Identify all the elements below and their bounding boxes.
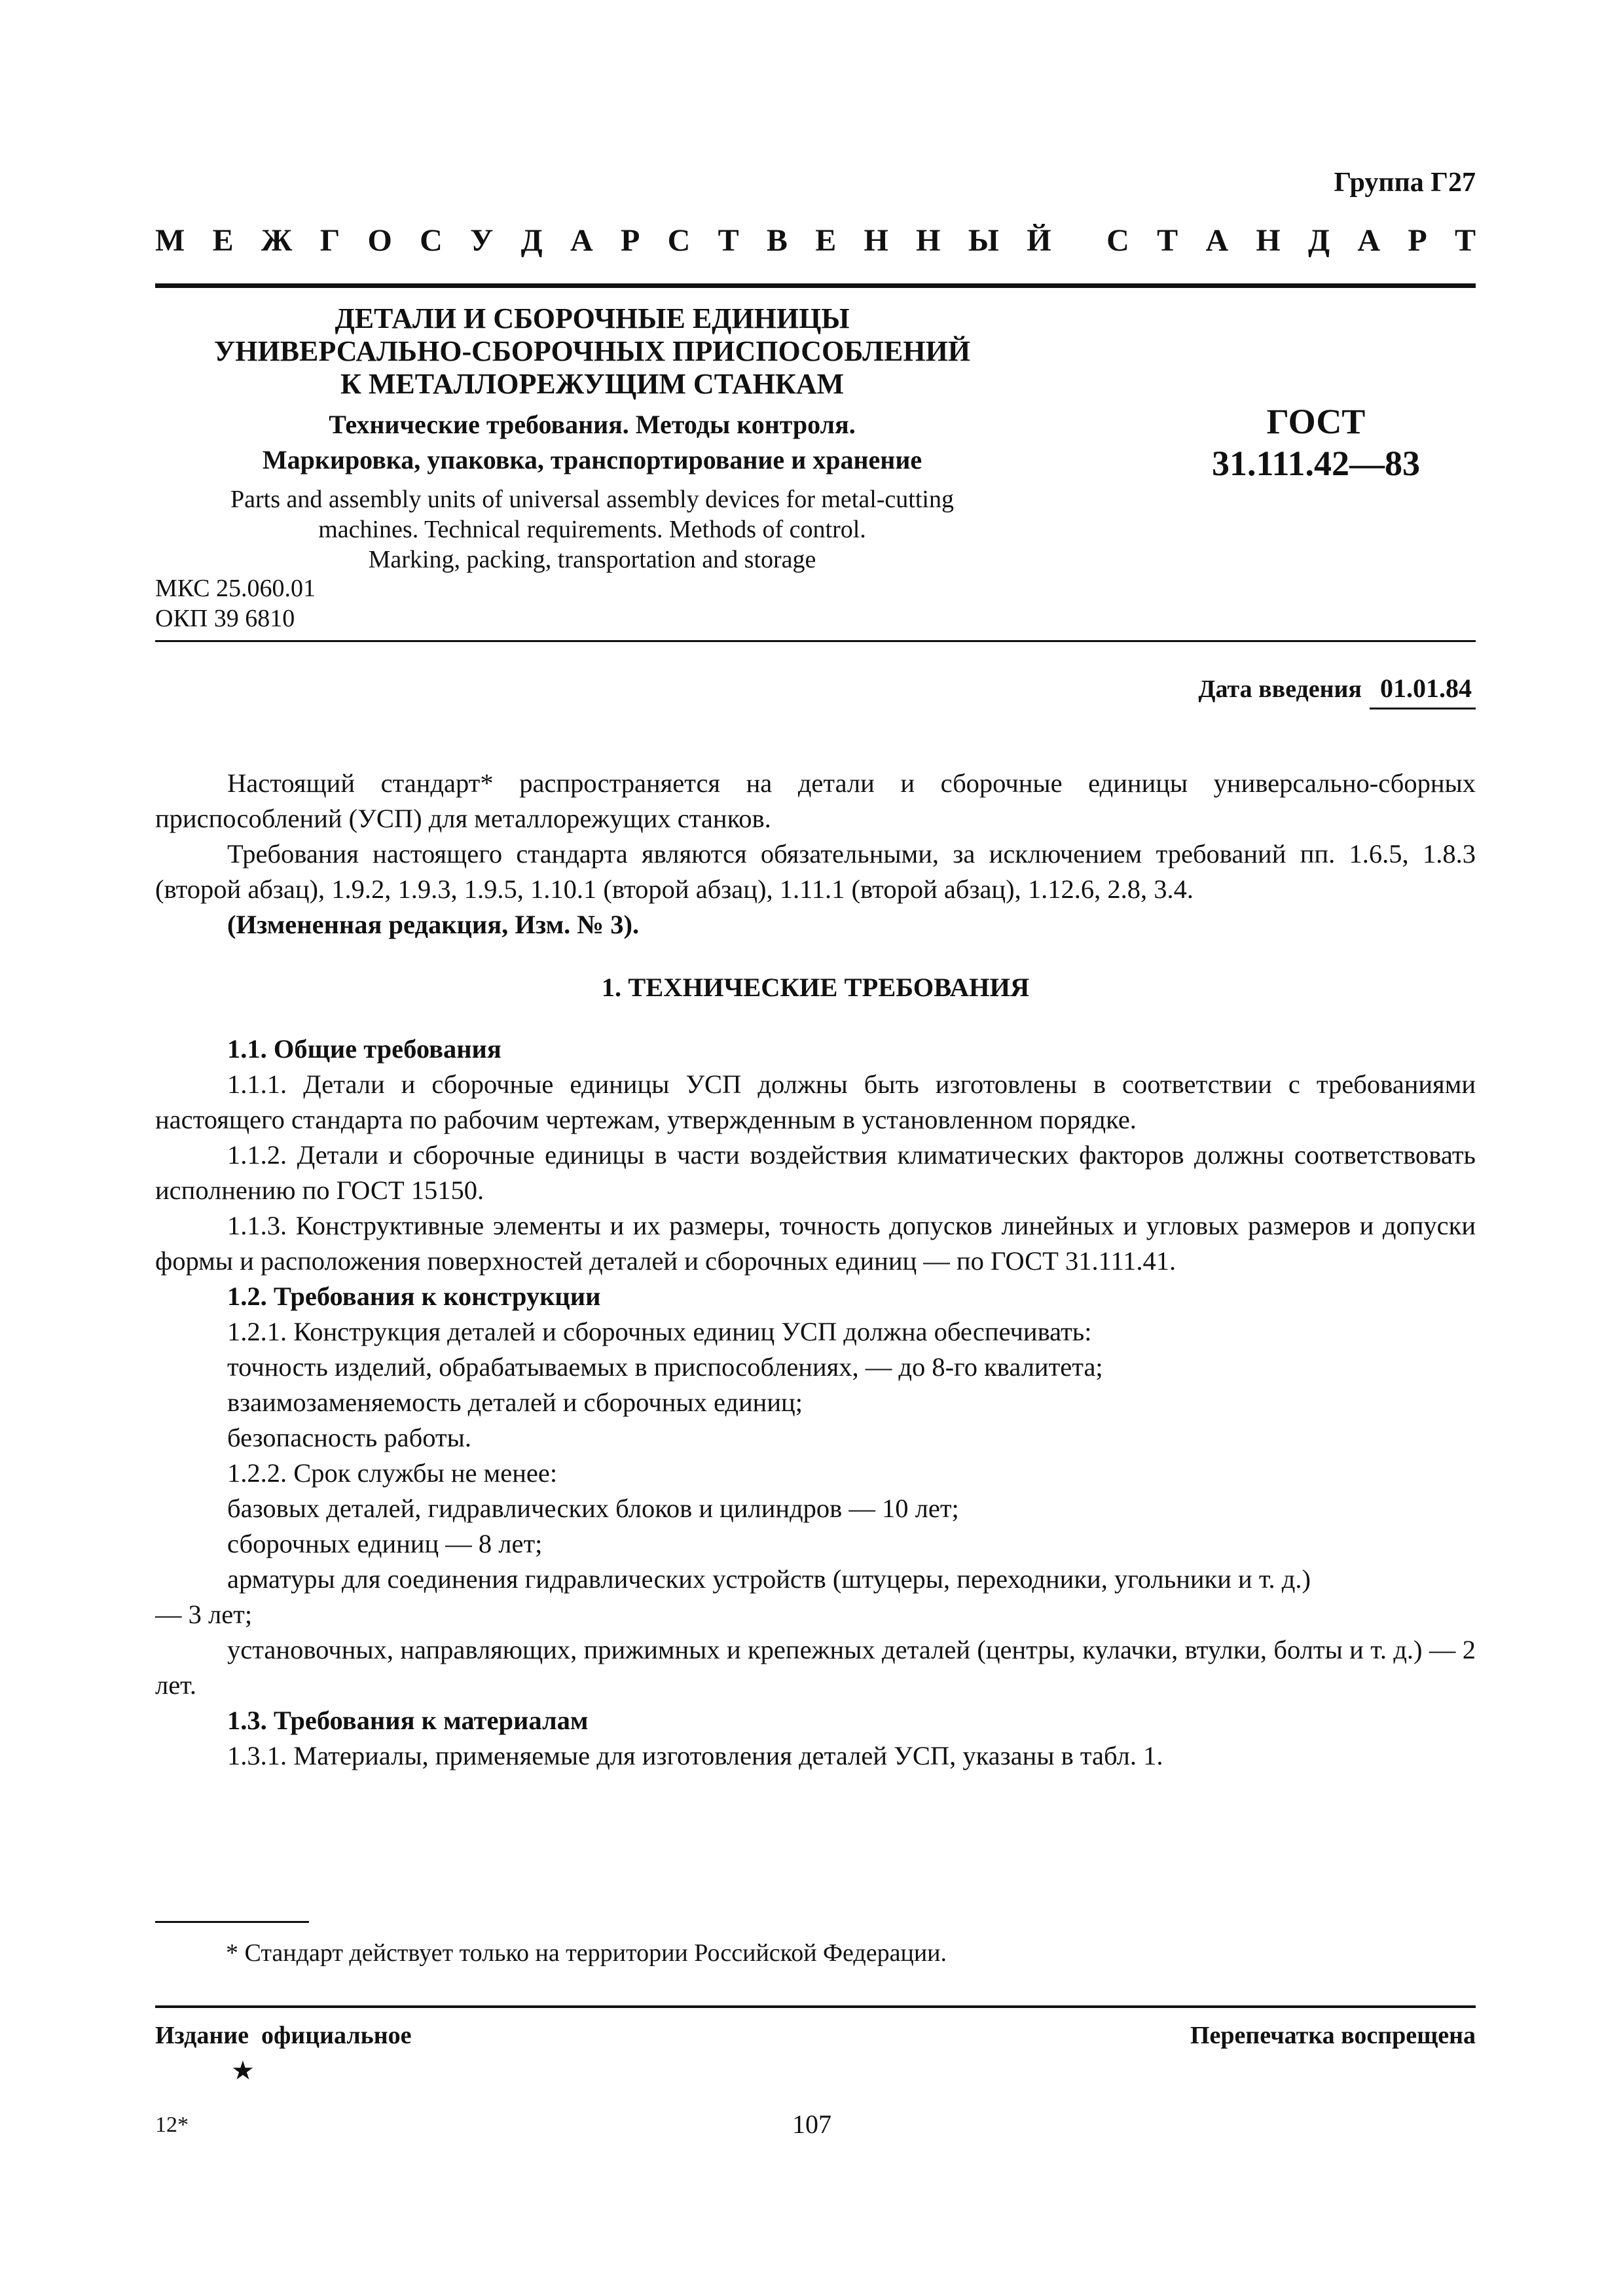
banner-letter: Р [620,223,640,258]
banner-letter: Ы [968,223,999,258]
document-body [155,766,1476,1774]
banner-letter: Д [1308,223,1330,258]
reprint-prohibited: Перепечатка воспрещена [1190,2022,1476,2049]
paragraph: 1.1.1. Детали и сборочные единицы УСП должны быть изготовлены в соответствии с требованиями настоящего стандарта по рабочим чертежам, утвержденным в установленном порядке. [155,1069,1476,1134]
footnote-rule [155,1921,309,1923]
gost-number: 31.111.42—83 [1211,444,1421,483]
banner-letter: С [420,223,443,258]
paragraph: 1.2.2. Срок службы не менее: [227,1458,558,1488]
classification-codes [155,573,316,634]
list-item: установочных, направляющих, прижимных и крепежных деталей (центры, кулачки, втулки, болты и т. д.) — 2 лет. [155,1635,1476,1700]
title-block [155,302,1029,575]
banner-letter: Е [212,223,234,258]
banner-letter: М [155,223,185,258]
banner-letter: Н [864,223,888,258]
title-rule [155,640,1476,642]
footer-rule [155,2005,1476,2008]
list-item: точность изделий, обрабатываемых в приспособлениях, — до 8-го квалитета; [227,1352,1103,1382]
intro-date-value: 01.01.84 [1370,673,1476,709]
banner-letter: Н [916,223,941,258]
subsection-heading: 1.3. Требования к материалам [227,1706,589,1735]
banner-letter: Е [815,223,837,258]
banner-letter: А [570,223,593,258]
gost-designation [1139,401,1493,484]
paragraph: 1.2.1. Конструкция деталей и сборочных единиц УСП должна обеспечивать: [227,1317,1092,1346]
banner-letter: Т [1157,223,1178,258]
star-icon: ★ [231,2056,255,2085]
intro-date [1198,673,1476,709]
list-item: взаимозаменяемость деталей и сборочных единиц; [227,1388,803,1417]
footnote: * Стандарт действует только на территории Российской Федерации. [226,1939,947,1967]
paragraph: Настоящий стандарт* распространяется на детали и сборочные единицы универсально-сборных приспособлений (УСП) для металлорежущих станков. [155,768,1476,833]
header-rule [155,283,1476,288]
subtitle-line: Маркировка, упаковка, транспортирование и хранение [262,445,922,475]
banner-letter: Й [1027,223,1051,258]
standard-banner [155,223,1476,259]
subsection-heading: 1.2. Требования к конструкции [227,1282,601,1311]
list-item: сборочных единиц — 8 лет; [227,1529,543,1558]
section-heading: 1. ТЕХНИЧЕСКИЕ ТРЕБОВАНИЯ [601,973,1030,1002]
paragraph: Требования настоящего стандарта являются обязательными, за исключением требований пп. 1.6.5, 1.8.3 (второй абзац), 1.9.2, 1.9.3, 1.9.5, 1.10.1 (второй абзац), 1.11.1 (второй абзац), 1.12.6, 2.8, 3.4. [155,839,1476,904]
subsection-heading: 1.1. Общие требования [227,1034,501,1064]
english-title-line: Parts and assembly units of universal assembly devices for metal-cutting [230,486,954,513]
official-edition: Издание официальное [155,2022,412,2049]
list-item: арматуры для соединения гидравлических устройств (штуцеры, переходники, угольники и т. д.) [227,1564,1311,1594]
banner-letter: А [1357,223,1381,258]
banner-letter: Т [1454,223,1476,258]
okp-code: ОКП 39 6810 [155,605,295,632]
title-line: УНИВЕРСАЛЬНО-СБОРОЧНЫХ ПРИСПОСОБЛЕНИЙ [213,335,971,367]
list-item-continuation: — 3 лет; [155,1600,253,1629]
gost-label: ГОСТ [1266,402,1366,441]
banner-letter: Ж [261,223,293,258]
banner-letter: Г [319,223,340,258]
subtitle-line: Технические требования. Методы контроля. [329,410,856,439]
english-title [155,484,1029,575]
mks-code: МКС 25.060.01 [155,575,316,602]
title-line: ДЕТАЛИ И СБОРОЧНЫЕ ЕДИНИЦЫ [335,302,850,334]
paragraph: 1.1.2. Детали и сборочные единицы в части воздействия климатических факторов должны соответствовать исполнению по ГОСТ 15150. [155,1140,1476,1205]
banner-letter: А [1205,223,1229,258]
title-line: К МЕТАЛЛОРЕЖУЩИМ СТАНКАМ [340,368,845,400]
list-item: безопасность работы. [227,1423,471,1452]
group-code: Группа Г27 [1334,168,1476,198]
banner-letter: О [367,223,392,258]
banner-letter: Т [718,223,739,258]
sheet-mark: 12* [155,2113,189,2137]
paragraph: 1.1.3. Конструктивные элементы и их размеры, точность допусков линейных и угловых размеров и допуски формы и расположения поверхностей деталей и сборочных единиц — по ГОСТ 31.111.41. [155,1211,1476,1276]
subtitle [155,407,1029,478]
paragraph: 1.3.1. Материалы, применяемые для изготовления деталей УСП, указаны в табл. 1. [227,1741,1163,1770]
english-title-line: machines. Technical requirements. Methods of control. [318,516,866,543]
banner-letter: В [766,223,788,258]
banner-letter: У [470,223,494,258]
banner-letter: С [1106,223,1129,258]
amendment-note: (Измененная редакция, Изм. № 3). [227,910,640,939]
banner-letter: Р [1408,223,1427,258]
intro-date-label: Дата введения [1198,675,1362,703]
page-number: 107 [792,2109,831,2139]
english-title-line: Marking, packing, transportation and storage [368,546,816,573]
banner-letter: С [667,223,691,258]
list-item: базовых деталей, гидравлических блоков и цилиндров — 10 лет; [227,1494,959,1523]
banner-letter: Н [1256,223,1281,258]
banner-letter: Д [520,223,543,258]
